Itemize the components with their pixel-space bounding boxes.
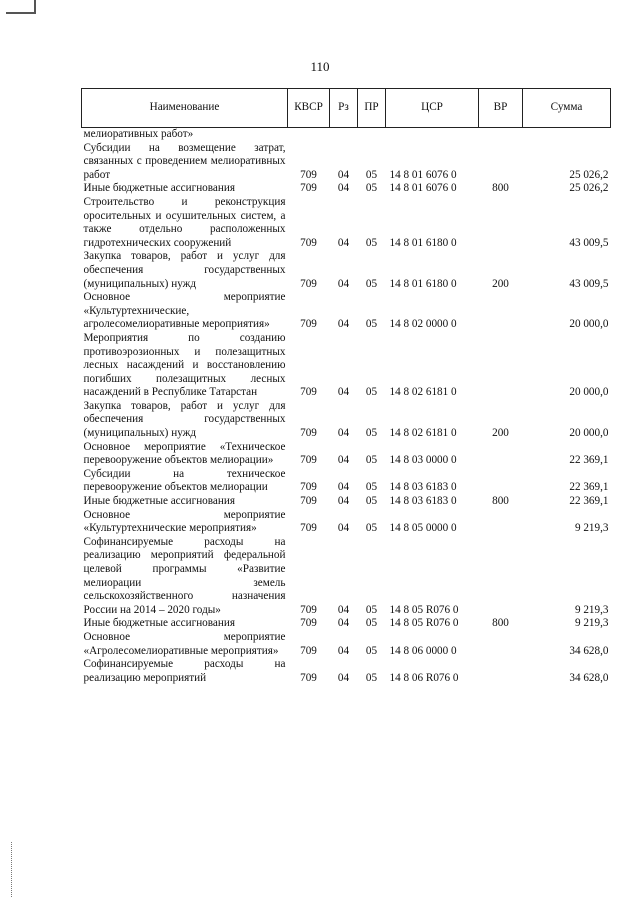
cell-pr: 05 bbox=[365, 481, 378, 494]
cell-pr: 05 bbox=[365, 168, 378, 181]
cell-name: Софинансируемые расходы на реализацию мероприятий федеральной целевой программы «Развитие мелиорации земель сельскохозяйственного назначения России на 2014 – 2020 годы» bbox=[83, 535, 286, 616]
cell-vr bbox=[479, 536, 523, 618]
table-row bbox=[82, 509, 611, 536]
cell-csr: 14 8 05 0000 0 bbox=[389, 522, 457, 535]
cell-sum: 34 628,0 bbox=[569, 671, 609, 684]
table-row bbox=[82, 495, 611, 509]
cell-pr: 05 bbox=[365, 182, 378, 195]
cell-sum: 20 000,0 bbox=[569, 318, 609, 331]
cell-pr: 05 bbox=[365, 522, 378, 535]
cell-csr: 14 8 01 6076 0 bbox=[389, 168, 457, 181]
cell-vr bbox=[479, 441, 523, 468]
cell-name: Субсидии на техническое перевооружение объектов мелиорации bbox=[83, 467, 286, 494]
cell-rz: 04 bbox=[337, 671, 350, 684]
cell-csr: 14 8 01 6180 0 bbox=[389, 277, 457, 290]
header-vr: ВР bbox=[479, 89, 523, 128]
budget-table bbox=[81, 88, 611, 685]
cell-vr bbox=[479, 509, 523, 536]
table-header-row bbox=[82, 89, 611, 128]
cell-kvsr bbox=[288, 128, 330, 142]
cell-sum: 9 219,3 bbox=[574, 603, 609, 616]
cell-csr: 14 8 06 0000 0 bbox=[389, 644, 457, 657]
cell-sum: 43 009,5 bbox=[569, 277, 609, 290]
cell-csr: 14 8 02 6181 0 bbox=[389, 427, 457, 440]
cell-sum: 34 628,0 bbox=[569, 644, 609, 657]
cell-name: Основное мероприятие «Культуртехнические, агролесомелиоративные мероприятия» bbox=[83, 291, 286, 331]
cell-pr: 05 bbox=[365, 603, 378, 616]
table-row bbox=[82, 631, 611, 658]
cell-pr: 05 bbox=[365, 617, 378, 630]
table-row bbox=[82, 128, 611, 142]
table-row bbox=[82, 332, 611, 400]
cell-rz: 04 bbox=[337, 427, 350, 440]
cell-name: Софинансируемые расходы на реализацию мероприятий bbox=[83, 658, 286, 684]
cell-kvsr: 709 bbox=[300, 168, 317, 181]
cell-rz: 04 bbox=[337, 318, 350, 331]
cell-name: Строительство и реконструкция оросительных и осушительных систем, а также отдельно расположенных гидротехнических сооружений bbox=[83, 195, 286, 249]
cell-rz: 04 bbox=[337, 522, 350, 535]
cell-vr bbox=[479, 468, 523, 495]
cell-csr: 14 8 03 6183 0 bbox=[389, 495, 457, 508]
cell-csr: 14 8 05 R076 0 bbox=[389, 617, 459, 630]
table-row bbox=[82, 182, 611, 196]
header-name: Наименование bbox=[82, 89, 288, 128]
cell-csr bbox=[386, 128, 479, 142]
cell-name: Иные бюджетные ассигнования bbox=[83, 182, 235, 195]
cell-vr: 200 bbox=[492, 427, 509, 440]
cell-name: Закупка товаров, работ и услуг для обеспечения государственных (муниципальных) нужд bbox=[83, 250, 286, 290]
cell-pr: 05 bbox=[365, 454, 378, 467]
cell-sum: 25 026,2 bbox=[569, 168, 609, 181]
cell-csr: 14 8 05 R076 0 bbox=[389, 603, 459, 616]
cell-pr: 05 bbox=[365, 644, 378, 657]
cell-vr: 200 bbox=[492, 277, 509, 290]
cell-kvsr: 709 bbox=[300, 182, 317, 195]
cell-name: мелиоративных работ» bbox=[83, 128, 194, 140]
cell-vr bbox=[479, 196, 523, 250]
cell-kvsr: 709 bbox=[300, 522, 317, 535]
table-row bbox=[82, 658, 611, 685]
table-row bbox=[82, 196, 611, 250]
cell-name: Основное мероприятие «Техническое перевооружение объектов мелиорации» bbox=[83, 440, 286, 467]
cell-sum: 22 369,1 bbox=[569, 454, 609, 467]
cell-name: Иные бюджетные ассигнования bbox=[83, 495, 235, 508]
cell-kvsr: 709 bbox=[300, 277, 317, 290]
cell-sum: 22 369,1 bbox=[569, 481, 609, 494]
cell-kvsr: 709 bbox=[300, 427, 317, 440]
cell-name: Закупка товаров, работ и услуг для обеспечения государственных (муниципальных) нужд bbox=[83, 399, 286, 440]
cell-rz: 04 bbox=[337, 236, 350, 249]
header-kvsr: КВСР bbox=[288, 89, 330, 128]
cell-vr bbox=[479, 128, 523, 142]
cell-csr: 14 8 01 6076 0 bbox=[389, 182, 457, 195]
cell-vr: 800 bbox=[492, 495, 509, 508]
cell-name: Субсидии на возмещение затрат, связанных с проведением мелиоративных работ bbox=[83, 141, 286, 181]
cell-kvsr: 709 bbox=[300, 318, 317, 331]
cell-pr: 05 bbox=[365, 386, 378, 399]
table-row bbox=[82, 250, 611, 291]
cell-rz: 04 bbox=[337, 386, 350, 399]
cell-vr bbox=[479, 658, 523, 685]
scan-edge-mark bbox=[11, 842, 12, 897]
table-row bbox=[82, 142, 611, 183]
cell-csr: 14 8 03 0000 0 bbox=[389, 454, 457, 467]
cell-csr: 14 8 06 R076 0 bbox=[389, 671, 459, 684]
header-rz: Рз bbox=[330, 89, 358, 128]
cell-pr: 05 bbox=[365, 318, 378, 331]
table-row bbox=[82, 400, 611, 441]
cell-kvsr: 709 bbox=[300, 603, 317, 616]
cell-kvsr: 709 bbox=[300, 481, 317, 494]
cell-rz: 04 bbox=[337, 481, 350, 494]
cell-kvsr: 709 bbox=[300, 671, 317, 684]
table-row bbox=[82, 617, 611, 631]
cell-kvsr: 709 bbox=[300, 454, 317, 467]
table-row bbox=[82, 291, 611, 332]
table-row bbox=[82, 536, 611, 618]
cell-kvsr: 709 bbox=[300, 644, 317, 657]
header-csr: ЦСР bbox=[386, 89, 479, 128]
cell-csr: 14 8 03 6183 0 bbox=[389, 481, 457, 494]
cell-kvsr: 709 bbox=[300, 236, 317, 249]
cell-sum: 20 000,0 bbox=[569, 386, 609, 399]
cell-rz: 04 bbox=[337, 454, 350, 467]
cell-pr: 05 bbox=[365, 236, 378, 249]
cell-kvsr: 709 bbox=[300, 495, 317, 508]
cell-sum: 9 219,3 bbox=[574, 617, 609, 630]
cell-pr: 05 bbox=[365, 495, 378, 508]
cell-sum: 25 026,2 bbox=[569, 182, 609, 195]
cell-vr bbox=[479, 142, 523, 183]
scan-corner-mark bbox=[6, 0, 36, 14]
cell-rz: 04 bbox=[337, 603, 350, 616]
cell-kvsr: 709 bbox=[300, 617, 317, 630]
table-row bbox=[82, 468, 611, 495]
cell-pr: 05 bbox=[365, 427, 378, 440]
cell-vr: 800 bbox=[492, 617, 509, 630]
cell-sum: 9 219,3 bbox=[574, 522, 609, 535]
header-sum: Сумма bbox=[523, 89, 611, 128]
cell-rz: 04 bbox=[337, 168, 350, 181]
cell-csr: 14 8 01 6180 0 bbox=[389, 236, 457, 249]
cell-sum: 43 009,5 bbox=[569, 236, 609, 249]
cell-pr: 05 bbox=[365, 671, 378, 684]
cell-vr bbox=[479, 631, 523, 658]
cell-kvsr: 709 bbox=[300, 386, 317, 399]
cell-csr: 14 8 02 0000 0 bbox=[389, 318, 457, 331]
cell-csr: 14 8 02 6181 0 bbox=[389, 386, 457, 399]
cell-rz: 04 bbox=[337, 495, 350, 508]
cell-sum bbox=[523, 128, 611, 142]
cell-pr bbox=[358, 128, 386, 142]
cell-name: Мероприятия по созданию противоэрозионных и полезащитных лесных насаждений и восстановлению погибших полезащитных лесных насаждений в Республике Татарстан bbox=[83, 331, 286, 399]
cell-sum: 22 369,1 bbox=[569, 495, 609, 508]
cell-vr bbox=[479, 291, 523, 332]
header-pr: ПР bbox=[358, 89, 386, 128]
cell-vr: 800 bbox=[492, 182, 509, 195]
cell-sum: 20 000,0 bbox=[569, 427, 609, 440]
table-row bbox=[82, 441, 611, 468]
cell-rz: 04 bbox=[337, 277, 350, 290]
cell-rz bbox=[330, 128, 358, 142]
cell-vr bbox=[479, 332, 523, 400]
cell-pr: 05 bbox=[365, 277, 378, 290]
cell-rz: 04 bbox=[337, 182, 350, 195]
cell-rz: 04 bbox=[337, 644, 350, 657]
cell-name: Основное мероприятие «Культуртехнические мероприятия» bbox=[83, 508, 286, 535]
cell-name: Иные бюджетные ассигнования bbox=[83, 617, 235, 630]
page-number: 110 bbox=[310, 59, 330, 74]
cell-rz: 04 bbox=[337, 617, 350, 630]
cell-name: Основное мероприятие «Агролесомелиоративные мероприятия» bbox=[83, 630, 286, 657]
